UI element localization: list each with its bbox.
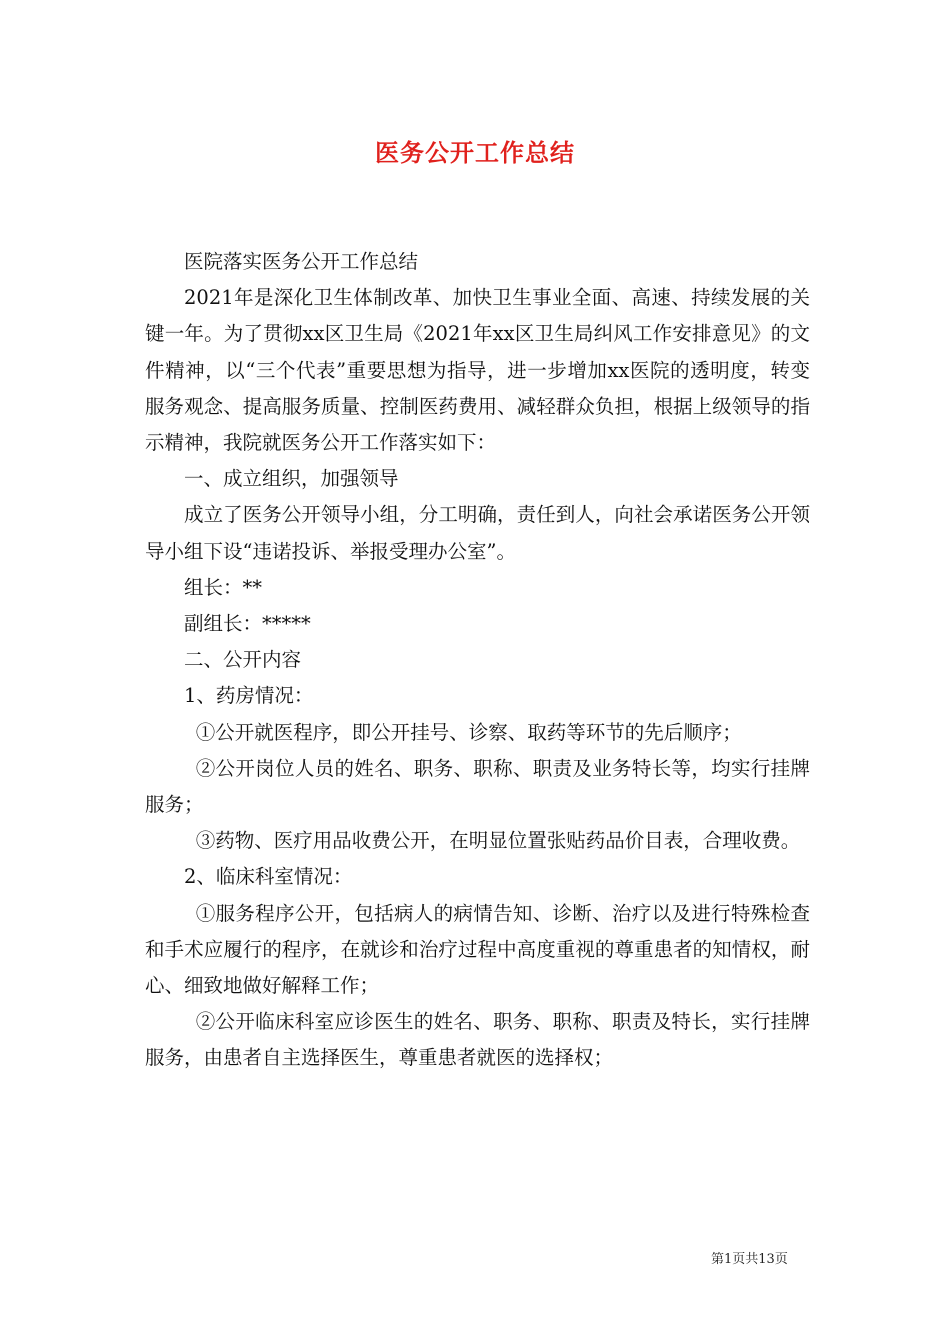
subsection-clinical: 2、临床科室情况： [184,865,353,889]
paragraph-deputy-leader: 副组长：***** [184,612,311,636]
paragraph-organization: 成立了医务公开领导小组，分工明确，责任到人，向社会承诺医务公开领导小组下设“违诺投诉、举报受理办公室”。 [145,503,810,563]
document-title: 医务公开工作总结 [375,138,575,167]
subsection-pharmacy: 1、药房情况： [184,684,314,708]
paragraph-leader: 组长：** [184,575,263,599]
list-item: ①服务程序公开，包括病人的病情告知、诊断、治疗以及进行特殊检查和手术应履行的程序，在就诊和治疗过程中高度重视的尊重患者的知情权，耐心、细致地做好解释工作； [145,901,810,998]
section-heading-2: 二、公开内容 [184,648,302,672]
paragraph-heading: 医院落实医务公开工作总结 [184,250,419,273]
list-item: ③药物、医疗用品收费公开，在明显位置张贴药品价目表，合理收费。 [195,829,801,853]
document-body [145,244,810,1077]
paragraph-intro: 2021年是深化卫生体制改革、加快卫生事业全面、高速、持续发展的关键一年。为了贯彻xx区卫生局《2021年xx区卫生局纠风工作安排意见》的文件精神，以“三个代表”重要思想为指导，进一步增加xx医院的透明度，转变服务观念、提高服务质量、控制医药费用、减轻群众负担，根据上级领导的指示精神，我院就医务公开工作落实如下： [145,286,810,455]
list-item: ①公开就医程序，即公开挂号、诊察、取药等环节的先后顺序； [195,720,742,744]
page-number: 第1页共13页 [711,1252,788,1267]
list-item: ②公开临床科室应诊医生的姓名、职务、职称、职责及特长，实行挂牌服务，由患者自主选择医生，尊重患者就医的选择权； [145,1010,810,1070]
section-heading-1: 一、成立组织，加强领导 [184,467,399,491]
list-item: ②公开岗位人员的姓名、职务、职称、职责及业务特长等，均实行挂牌服务； [145,756,810,817]
